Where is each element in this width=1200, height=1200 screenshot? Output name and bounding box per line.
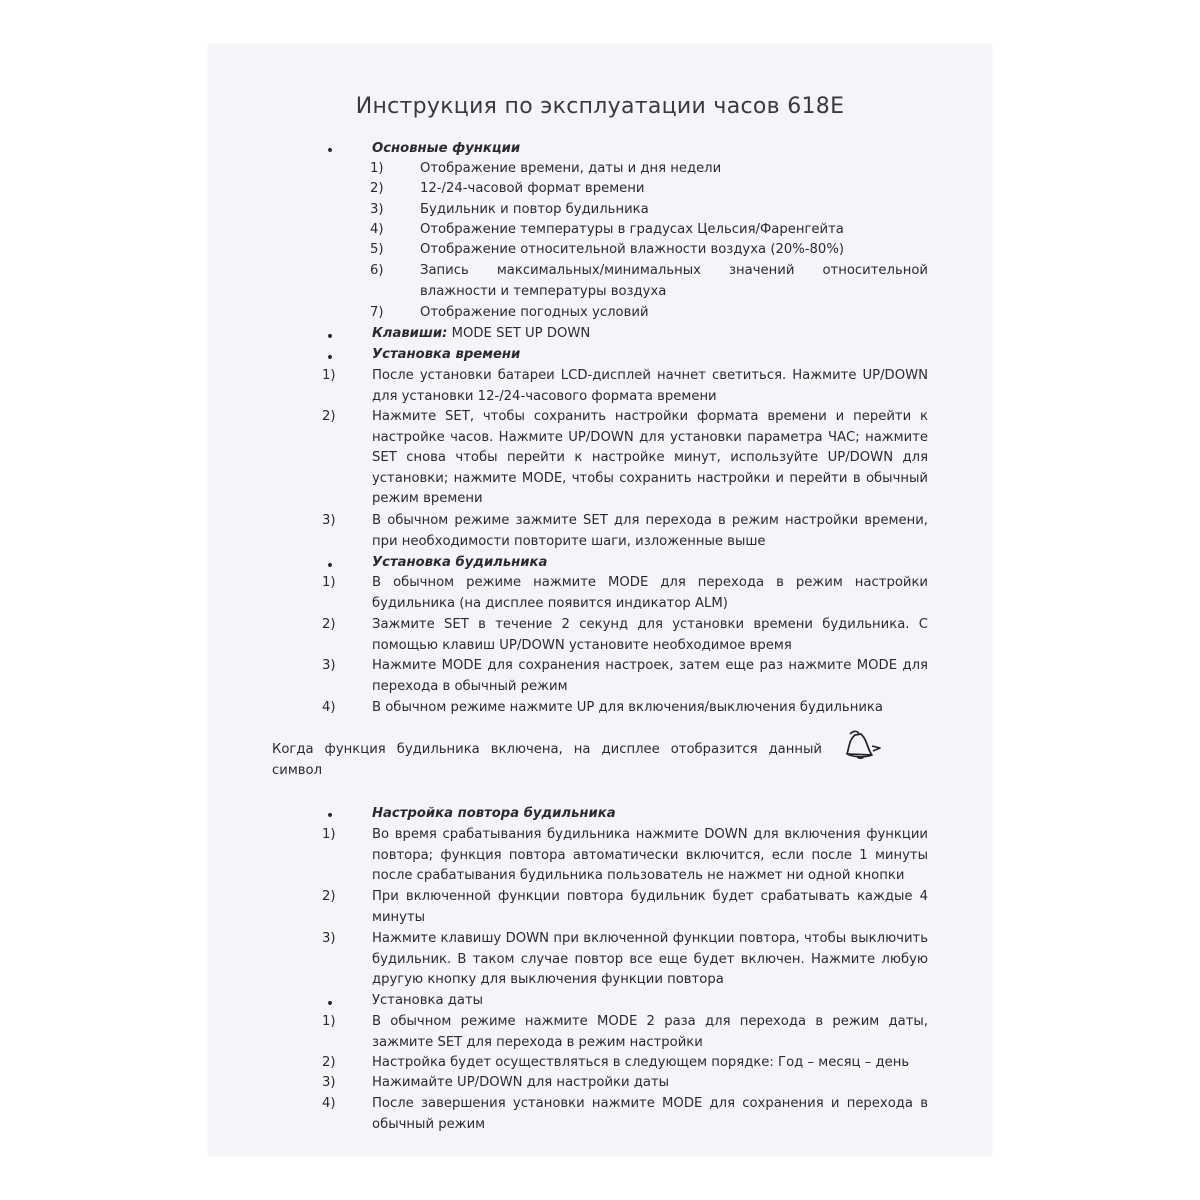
list-number: 1): [370, 161, 384, 176]
step-text: Нажмите MODE для сохранения настроек, затем еще раз нажмите MODE для перехода в обычный режим: [372, 658, 928, 694]
step-text: В обычном режиме нажмите MODE 2 раза для перехода в режим даты, зажмите SET для перехода в режим настройки: [372, 1014, 928, 1050]
step-number: 2): [322, 617, 336, 632]
document-title: Инструкция по эксплуатации часов 618E: [355, 94, 845, 119]
bullet: •: [325, 558, 335, 574]
step-text: Нажмите SET, чтобы сохранить настройки формата времени и перейти к настройке часов. Нажмите UP/DOWN для установки параметра ЧАС; нажмите SET снова чтобы перейти к настройке минут, используйте UP/DOWN для установки; нажмите MODE, чтобы сохранить настройки и перейти в обычный режим времени: [372, 409, 928, 507]
section-heading-snooze: Настройка повтора будильника: [372, 806, 616, 821]
bullet: •: [325, 350, 335, 366]
list-number: 6): [370, 263, 384, 278]
step-text: При включенной функции повтора будильник будет срабатывать каждые 4 минуты: [372, 889, 928, 925]
list-item: Отображение погодных условий: [420, 305, 649, 320]
section-heading-time: Установка времени: [372, 347, 521, 362]
step-number: 1): [322, 368, 336, 383]
bullet: •: [325, 808, 335, 824]
bullet: •: [325, 143, 335, 159]
step-number: 4): [322, 1096, 336, 1111]
step-number: 3): [322, 931, 336, 946]
list-number: 5): [370, 242, 384, 257]
step-text: В обычном режиме зажмите SET для перехода в режим настройки времени, при необходимости повторите шаги, изложенные выше: [372, 513, 928, 549]
bullet: •: [325, 329, 335, 345]
keys-line: [372, 324, 590, 345]
alarm-note: Когда функция будильника включена, на дисплее отобразится данный символ: [272, 742, 822, 778]
step-text: Нажмите клавишу DOWN при включенной функции повтора, чтобы выключить будильник. В таком случае повтор все еще будет включен. Нажмите любую другую кнопку для выключения функции повтора: [372, 931, 928, 988]
step-number: 2): [322, 409, 336, 424]
section-heading-date: Установка даты: [372, 993, 484, 1008]
step-number: 3): [322, 513, 336, 528]
instruction-sheet: [208, 44, 992, 1156]
step-text: Настройка будет осуществляться в следующем порядке: Год – месяц – день: [372, 1055, 910, 1070]
list-item: Отображение температуры в градусах Цельсия/Фаренгейта: [420, 222, 844, 237]
step-number: 3): [322, 658, 336, 673]
list-item: Запись максимальных/минимальных значений относительной влажности и температуры воздуха: [420, 263, 928, 299]
list-number: 4): [370, 222, 384, 237]
list-item: Будильник и повтор будильника: [420, 202, 649, 217]
list-number: 3): [370, 202, 384, 217]
step-text: В обычном режиме нажмите MODE для перехода в режим настройки будильника (на дисплее появится индикатор ALM): [372, 575, 928, 611]
step-text: Нажимайте UP/DOWN для настройки даты: [372, 1075, 670, 1090]
section-heading-basic: Основные функции: [372, 141, 521, 156]
step-number: 1): [322, 1014, 336, 1029]
list-number: 2): [370, 181, 384, 196]
step-text: Зажмите SET в течение 2 секунд для установки времени будильника. С помощью клавиш UP/DOWN установите необходимое время: [372, 617, 928, 653]
step-number: 2): [322, 1055, 336, 1070]
list-number: 7): [370, 305, 384, 320]
step-number: 1): [322, 575, 336, 590]
step-text: Во время срабатывания будильника нажмите DOWN для включения функции повтора; функция повтора автоматически включится, если после 1 минуты после срабатывания будильника пользователь не нажмет ни одной кнопки: [372, 827, 928, 884]
list-item: 12-/24-часовой формат времени: [420, 181, 645, 196]
list-item: Отображение времени, даты и дня недели: [420, 161, 722, 176]
step-text: В обычном режиме нажмите UP для включения/выключения будильника: [372, 700, 883, 715]
bullet: •: [325, 996, 335, 1012]
bell-icon: [842, 728, 884, 764]
step-number: 1): [322, 827, 336, 842]
step-number: 2): [322, 889, 336, 904]
keys-label: Клавиши:: [372, 326, 448, 341]
step-text: После завершения установки нажмите MODE для сохранения и перехода в обычный режим: [372, 1096, 928, 1132]
step-text: После установки батареи LCD-дисплей начнет светиться. Нажмите UP/DOWN для установки 12-/24-часового формата времени: [372, 368, 929, 404]
step-number: 3): [322, 1075, 336, 1090]
step-number: 4): [322, 700, 336, 715]
list-item: Отображение относительной влажности воздуха (20%-80%): [420, 242, 844, 257]
section-heading-alarm: Установка будильника: [372, 555, 548, 570]
keys-value: MODE SET UP DOWN: [447, 326, 591, 341]
